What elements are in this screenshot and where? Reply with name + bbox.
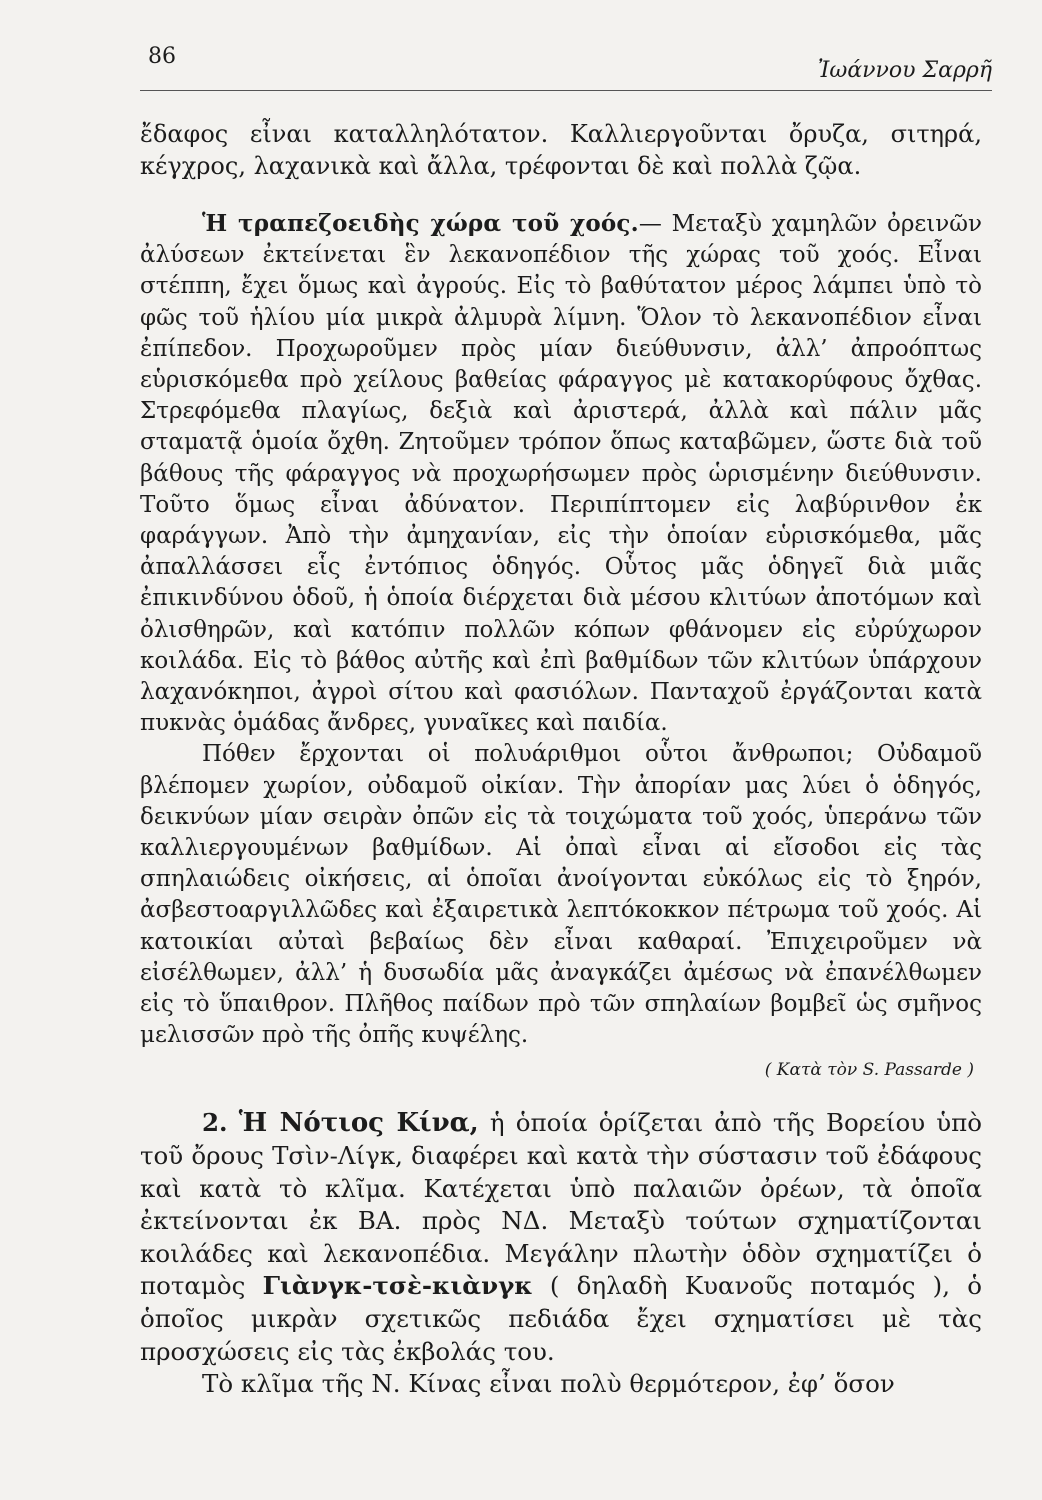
attribution: ( Κατὰ τὸν S. Passarde ) xyxy=(764,1060,974,1081)
river-name: Γιὰνγκ-τσὲ-κιὰνγκ xyxy=(262,1271,533,1301)
section-title: Ἡ Νότιος Κίνα, xyxy=(238,1108,479,1139)
running-head: Ἰωάννου Σαρρῆ xyxy=(817,58,992,83)
south-china-text-2: ( δηλαδὴ Κυανοῦς ποταμός ), ὁ ὁποῖος μικρὰν σχετικῶς πεδιάδα ἔχει σχηματίσει μὲ τὰς προσχώσεις εἰς τὰς ἐκβολάς του. xyxy=(140,1271,983,1366)
climate-paragraph: Τὸ κλῖμα τῆς Ν. Κίνας εἶναι πολὺ θερμότερον, ἐφ’ ὅσον xyxy=(202,1369,895,1399)
page-number: 86 xyxy=(148,44,176,69)
page-body xyxy=(140,118,982,1401)
loess-paragraph-1 xyxy=(140,208,982,739)
section-number: 2. xyxy=(202,1108,228,1138)
page-header xyxy=(140,38,992,91)
loess-paragraph-1-text: — Μεταξὺ χαμηλῶν ὀρεινῶν ἀλύσεων ἐκτείνεται ἓν λεκανοπέδιον τῆς χώρας τοῦ χοός. Εἶναι στέππη, ἔχει ὅμως καὶ ἀγρούς. Εἰς τὸ βαθύτατον μέρος λάμπει ὑπὸ τὸ φῶς τοῦ ἡλίου μία μικρὰ ἀλμυρὰ λίμνη. Ὅλον τὸ λεκανοπέδιον εἶναι ἐπίπεδον. Προχωροῦμεν πρὸς μίαν διεύθυνσιν, ἀλλ’ ἀπροόπτως εὑρισκόμεθα πρὸ χείλους βαθείας φάραγγος μὲ κατακορύφους ὄχθας. Στρεφόμεθα πλαγίως, δεξιὰ καὶ ἀριστερά, ἀλλὰ καὶ πάλιν μᾶς σταματᾷ ὁμοία ὄχθη. Ζητοῦμεν τρόπον ὅπως καταβῶμεν, ὥστε διὰ τοῦ βάθους τῆς φάραγγος νὰ προχωρήσωμεν πρὸς ὡρισμένην διεύθυνσιν. Τοῦτο ὅμως εἶναι ἀδύνατον. Περιπίπτομεν εἰς λαβύρινθον ἐκ φαράγγων. Ἀπὸ τὴν ἀμηχανίαν, εἰς τὴν ὁποίαν εὑρισκόμεθα, μᾶς ἀπαλλάσσει εἷς ἐντόπιος ὁδηγός. Οὗτος μᾶς ὁδηγεῖ διὰ μιᾶς ἐπικινδύνου ὁδοῦ, ἡ ὁποία διέρχεται διὰ μέσου κλιτύων ἀποτόμων καὶ ὀλισθηρῶν, καὶ κατόπιν πολλῶν κόπων φθάνομεν εἰς εὐρύχωρον κοιλάδα. Εἰς τὸ βάθος αὐτῆς καὶ ἐπὶ βαθμίδων τῶν κλιτύων ὑπάρχουν λαχανόκηποι, ἀγροὶ σίτου καὶ φασιόλων. Πανταχοῦ ἐργάζονται κατὰ πυκνὰς ὁμάδας ἄνδρες, γυναῖκες καὶ παιδία. xyxy=(140,211,982,737)
south-china-paragraph xyxy=(140,1107,982,1368)
loess-subheading: Ἡ τραπεζοειδὴς χώρα τοῦ χοός. xyxy=(202,210,639,237)
intro-paragraph: ἔδαφος εἶναι καταλληλότατον. Καλλιεργοῦνται ὄρυζα, σιτηρά, κέγχρος, λαχανικὰ καὶ ἄλλα, τρέφονται δὲ καὶ πολλὰ ζῷα. xyxy=(140,120,982,180)
south-china-text-1: ἡ ὁποία ὁρίζεται ἀπὸ τῆς Βορείου ὑπὸ τοῦ ὄρους Τσὶν-Λίγκ, διαφέρει καὶ κατὰ τὴν σύστασιν τοῦ ἐδάφους καὶ κατὰ τὸ κλῖμα. Κατέχεται ὑπὸ παλαιῶν ὀρέων, τὰ ὁποῖα ἐκτείνονται ἐκ ΒΑ. πρὸς ΝΔ. Μεταξὺ τούτων σχηματίζονται κοιλάδες καὶ λεκανοπέδια. Μεγάλην πλωτὴν ὁδὸν σχηματίζει ὁ ποταμὸς xyxy=(140,1108,983,1301)
loess-paragraph-2: Πόθεν ἔρχονται οἱ πολυάριθμοι οὗτοι ἄνθρωποι; Οὐδαμοῦ βλέπομεν χωρίον, οὐδαμοῦ οἰκίαν. Τὴν ἀπορίαν μας λύει ὁ ὁδηγός, δεικνύων μίαν σειρὰν ὀπῶν εἰς τὰ τοιχώματα τοῦ χοός, ὑπεράνω τῶν καλλιεργουμένων βαθμίδων. Αἱ ὀπαὶ εἶναι αἱ εἴσοδοι εἰς τὰς σπηλαιώδεις οἰκήσεις, αἱ ὁποῖαι ἀνοίγονται εὐκόλως εἰς τὸ ξηρόν, ἀσβεστοαργιλλῶδες καὶ ἐξαιρετικὰ λεπτόκοκκον πέτρωμα τοῦ χοός. Αἱ κατοικίαι αὐταὶ βεβαίως δὲν εἶναι καθαραί. Ἐπιχειροῦμεν νὰ εἰσέλθωμεν, ἀλλ’ ἡ δυσωδία μᾶς ἀναγκάζει ἀμέσως νὰ ἐπανέλθωμεν εἰς τὸ ὕπαιθρον. Πλῆθος παίδων πρὸ τῶν σπηλαίων βομβεῖ ὡς σμῆνος μελισσῶν πρὸ τῆς ὀπῆς κυψέλης. xyxy=(140,741,982,1049)
